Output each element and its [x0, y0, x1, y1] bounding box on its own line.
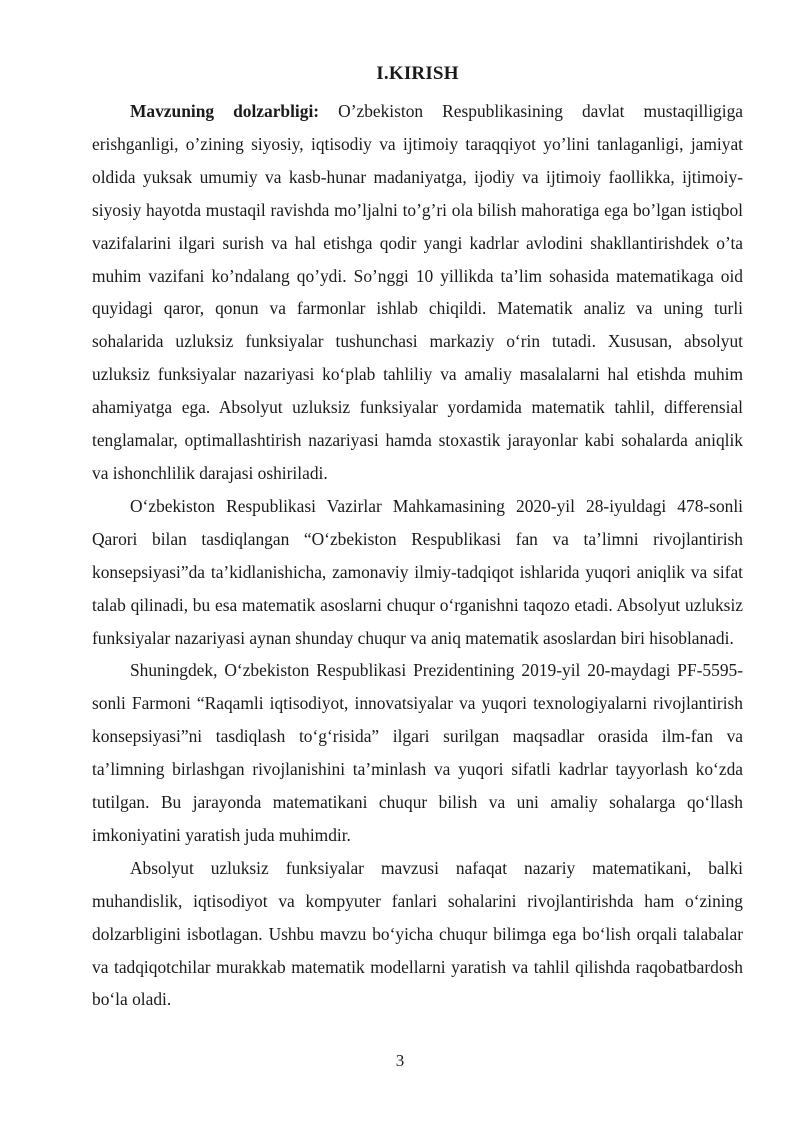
- paragraph-text: O’zbekiston Respublikasining davlat mustaqilligiga erishganligi, o’zining siyosiy, iqtisodiy va ijtimoiy taraqqiyot yo’lini tanlaganligi, jamiyat oldida yuksak umumiy va kasb-hunar madaniyatga, ijodiy va ijtimoiy faollikka, ijtimoiy-siyosiy hayotda mustaqil ravishda mo’ljalni to’g’ri ola bilish mahoratiga ega bo’lgan istiqbol vazifalarini ilgari surish va hal etishga qodir yangi kadrlar avlodini shakllantirishdek o’ta muhim vazifani ko’ndalang qo’ydi. So’nggi 10 yillikda ta’lim sohasida matematikaga oid quyidagi qaror, qonun va farmonlar ishlab chiqildi. Matematik analiz va uning turli sohalarida uzluksiz funksiyalar tushunchasi markaziy o‘rin tutadi. Xususan, absolyut uzluksiz funksiyalar nazariyasi ko‘plab tahliliy va amaliy masalalarni hal etishda muhim ahamiyatga ega. Absolyut uzluksiz funksiyalar yordamida matematik tahlil, differensial tenglamalar, optimallashtirish nazariyasi hamda stoxastik jarayonlar kabi sohalarda aniqlik va ishonchlilik darajasi oshiriladi.: [92, 101, 743, 483]
- page-content: [92, 62, 743, 1016]
- section-heading: I.KIRISH: [376, 63, 459, 84]
- paragraph-presidential-decree: Shuningdek, O‘zbekiston Respublikasi Prezidentining 2019-yil 20-maydagi PF-5595-sonli Farmoni “Raqamli iqtisodiyot, innovatsiyalar va yuqori texnologiyalarni rivojlantirish konsepsiyasi”ni tasdiqlash to‘g‘risida” ilgari surilgan maqsadlar orasida ilm-fan va ta’limning birlashgan rivojlanishini ta’minlash va yuqori sifatli kadrlar tayyorlash ko‘zda tutilgan. Bu jarayonda matematikani chuqur bilish va uni amaliy sohalarga qo‘llash imkoniyatini yaratish juda muhimdir.: [92, 660, 743, 845]
- paragraph-lead-label: Mavzuning dolzarbligi:: [130, 101, 320, 121]
- page-number: 3: [395, 1051, 405, 1070]
- paragraph-topic-importance: Absolyut uzluksiz funksiyalar mavzusi nafaqat nazariy matematikani, balki muhandislik, iqtisodiyot va kompyuter fanlari sohalarini rivojlantirishda ham o‘zining dolzarbligini isbotlagan. Ushbu mavzu bo‘yicha chuqur bilimga ega bo‘lish orqali talabalar va tadqiqotchilar murakkab matematik modellarni yaratish va tahlil qilishda raqobatbardosh bo‘la oladi.: [92, 857, 743, 1010]
- paragraph-cabinet-resolution: O‘zbekiston Respublikasi Vazirlar Mahkamasining 2020-yil 28-iyuldagi 478-sonli Qarori bilan tasdiqlangan “O‘zbekiston Respublikasi fan va ta’limni rivojlantirish konsepsiyasi”da ta’kidlanishicha, zamonaviy ilmiy-tadqiqot ishlarida yuqori aniqlik va sifat talab qilinadi, bu esa matematik asoslarni chuqur o‘rganishni taqozo etadi. Absolyut uzluksiz funksiyalar nazariyasi aynan shunday chuqur va aniq matematik asoslardan biri hisoblanadi.: [92, 495, 743, 648]
- paragraph-relevance: [92, 95, 743, 490]
